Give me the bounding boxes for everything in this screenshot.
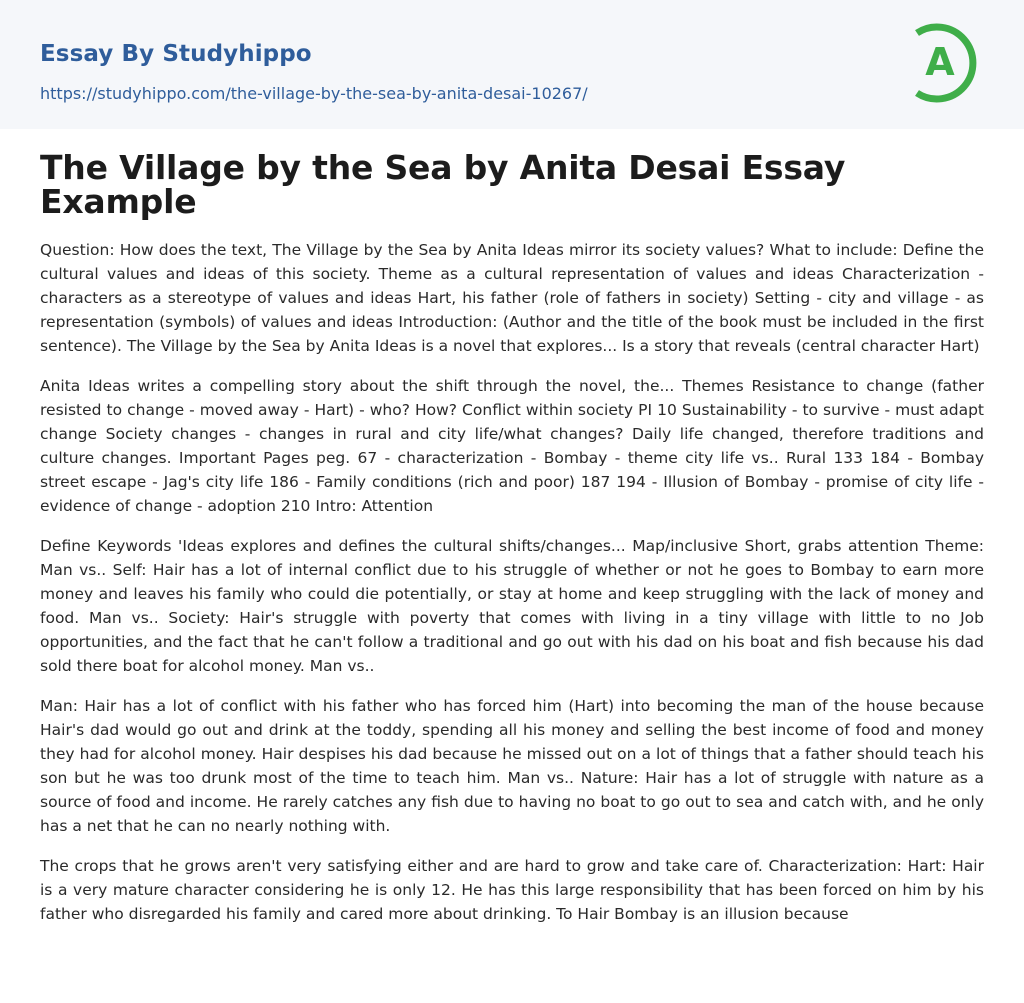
article-paragraph: Man: Hair has a lot of conflict with his father who has forced him (Hart) into becoming the man of the house because Hair's dad would go out and drink at the toddy, spending all his money and selling the best income of food and money they had for alcohol money. Hair despises his dad because he missed out on a lot of things that a father should teach his son but he was too drunk most of the time to teach him. Man vs.. Nature: Hair has a lot of struggle with nature as a source of food and income. He rarely catches any fish due to having no boat to go out to sea and catch with, and he only has a net that he can no nearly nothing with. (40, 697, 984, 835)
studyhippo-logo-icon[interactable] (906, 18, 988, 108)
svg-text:A: A (925, 40, 955, 84)
article-title: The Village by the Sea by Anita Desai Essay Example (40, 148, 846, 221)
article-paragraph: Question: How does the text, The Village by the Sea by Anita Ideas mirror its society values? What to include: Define the cultural values and ideas of this society. Theme as a cultural representation of values and ideas Characterization - characters as a stereotype of values and ideas Hart, his father (role of fathers in society) Setting - city and village - as representation (symbols) of values and ideas Introduction: (Author and the title of the book must be included in the first sentence). The Village by the Sea by Anita Ideas is a novel that explores... Is a story that reveals (central character Hart) (40, 241, 984, 355)
article (0, 148, 1024, 926)
page-header (0, 0, 1024, 129)
article-paragraph: The crops that he grows aren't very satisfying either and are hard to grow and take care of. Characterization: Hart: Hair is a very mature character considering he is only 12. He has this large responsibility that has been forced on him by his father who disregarded his family and cared more about drinking. To Hair Bombay is an illusion because (40, 857, 984, 923)
article-paragraph: Define Keywords 'Ideas explores and defines the cultural shifts/changes... Map/inclusive Short, grabs attention Theme: Man vs.. Self: Hair has a lot of internal conflict due to his struggle of whether or not he goes to Bombay to earn more money and leaves his family who could die potentially, or stay at home and keep struggling with the lack of money and food. Man vs.. Society: Hair's struggle with poverty that comes with living in a tiny village with little to no Job opportunities, and the fact that he can't follow a traditional and go out with his dad on his boat and fish because his dad sold there boat for alcohol money. Man vs.. (40, 537, 984, 675)
source-url-link[interactable]: https://studyhippo.com/the-village-by-the-sea-by-anita-desai-10267/ (40, 84, 588, 103)
site-brand[interactable]: Essay By Studyhippo (40, 41, 312, 67)
article-paragraph: Anita Ideas writes a compelling story about the shift through the novel, the... Themes Resistance to change (father resisted to change - moved away - Hart) - who? How? Conflict within society PI 10 Sustainability - to survive - must adapt change Society changes - changes in rural and city life/what changes? Daily life changed, therefore traditions and culture changes. Important Pages peg. 67 - characterization - Bombay - theme city life vs.. Rural 133 184 - Bombay street escape - Jag's city life 186 - Family conditions (rich and poor) 187 194 - Illusion of Bombay - promise of city life - evidence of change - adoption 210 Intro: Attention (40, 377, 984, 515)
